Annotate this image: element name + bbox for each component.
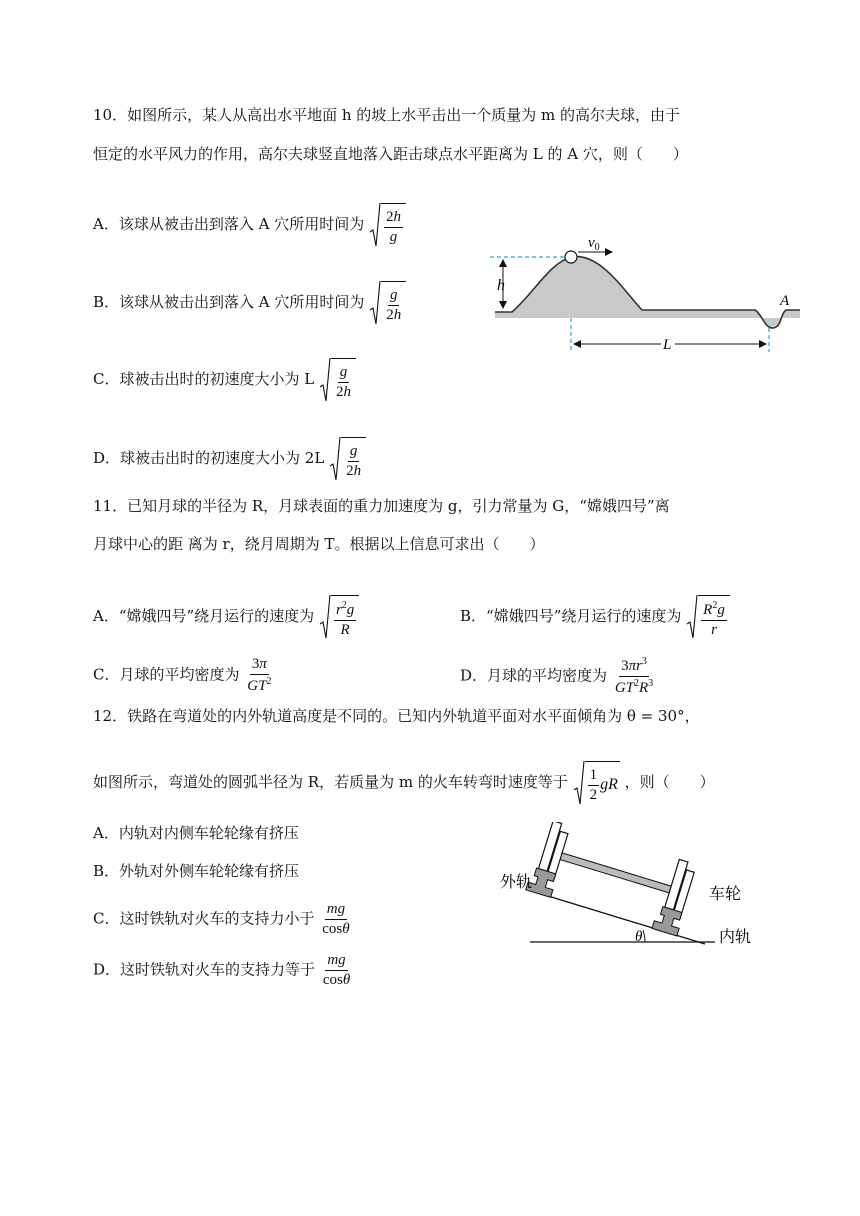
hill-shape (495, 257, 800, 328)
q10-stem-line2: 恒定的水平风力的作用，高尔夫球竖直地落入距击球点水平距离为 L 的 A 穴，则（ ） (93, 145, 688, 163)
q11-option-c: C．月球的平均密度为 $\frac{3\pi}{GT^2}$ (93, 656, 272, 694)
q11-option-d: D．月球的平均密度为 $\frac{3\pi r^3}{GT^2R^3}$ (460, 656, 654, 696)
sqrt-2h-over-g: $\frac{2h}{g}$ (369, 202, 406, 248)
fig-label-theta: θ (635, 929, 643, 945)
fig-label-l: L (663, 337, 672, 353)
frac-3pi-over-GT2: $\frac{3\pi}{GT^2}$ (247, 656, 272, 694)
frac-mg-over-cos-theta: $\frac{mg}{\cos\theta}$ (322, 901, 350, 937)
sqrt-g-over-2h: $\frac{g}{2h}$ (369, 280, 406, 326)
q12-stem-line1: 12．铁路在弯道处的内外轨道高度是不同的。已知内外轨道平面对水平面倾角为 θ = 30°， (93, 707, 700, 725)
fig-label-outer-rail: 外轨 (500, 872, 533, 891)
q10-option-d: D．球被击出时的初速度大小为 2L $\frac{g}{2h}$ (93, 436, 366, 482)
sqrt-R2g-over-r: $\frac{R^2g}{r}$ (686, 594, 730, 640)
q10-stem-line1: 10．如图所示，某人从高出水平地面 h 的坡上水平击出一个质量为 m 的高尔夫球，由于 (93, 106, 681, 124)
fig-label-v0: $v_0$ (588, 235, 600, 253)
sqrt-g-over-2h-d: $\frac{g}{2h}$ (329, 436, 366, 482)
sqrt-r2g-over-R: $\frac{r^2g}{R}$ (319, 594, 359, 640)
q10-option-a: A．该球从被击出到落入 A 穴所用时间为 $\frac{2h}{g}$ (93, 202, 406, 248)
q11-option-b: B．“嫦娥四号”绕月运行的速度为 $\frac{R^2g}{r}$ (460, 594, 730, 640)
q11-stem-line1: 11．已知月球的半径为 R，月球表面的重力加速度为 g，引力常量为 G，“嫦娥四号”离 (93, 497, 670, 515)
q11-option-a: A．“嫦娥四号”绕月运行的速度为 $\frac{r^2g}{R}$ (93, 594, 359, 640)
frac-3pir3-over-GT2R3: $\frac{3\pi r^3}{GT^2R^3}$ (614, 656, 654, 696)
frac-mg-over-cos-theta-d: $\frac{mg}{\cos\theta}$ (322, 952, 351, 988)
q10-option-c: C．球被击出时的初速度大小为 L $\frac{g}{2h}$ (93, 357, 356, 403)
fig-label-inner-rail: 内轨 (719, 927, 752, 946)
q12-option-b: B．外轨对外侧车轮轮缘有挤压 (93, 862, 300, 880)
q11-stem-line2: 月球中心的距 离为 r，绕月周期为 T。根据以上信息可求出（ ） (93, 535, 545, 553)
q12-stem-line2: 如图所示，弯道处的圆弧半径为 R，若质量为 m 的火车转弯时速度等于 $\frac{1}{2}$ gR ，则（ ） (93, 760, 715, 806)
fig-label-a: A (780, 293, 790, 309)
q12-option-a: A．内轨对内侧车轮轮缘有挤压 (93, 824, 299, 842)
golf-slope-figure (490, 232, 810, 362)
sqrt-half-gR: $\frac{1}{2}$ gR (573, 760, 620, 806)
q12-option-d: D．这时铁轨对火车的支持力等于 $\frac{mg}{\cos\theta}$ (93, 952, 351, 988)
sqrt-g-over-2h-c: $\frac{g}{2h}$ (319, 357, 356, 403)
golf-ball (565, 251, 577, 263)
fig-label-h: h (497, 277, 505, 294)
q10-option-b: B．该球从被击出到落入 A 穴所用时间为 $\frac{g}{2h}$ (93, 280, 406, 326)
q12-option-c: C．这时铁轨对火车的支持力小于 $\frac{mg}{\cos\theta}$ (93, 901, 350, 937)
fig-label-wheel: 车轮 (709, 884, 742, 903)
rail-bank-figure (495, 822, 775, 957)
